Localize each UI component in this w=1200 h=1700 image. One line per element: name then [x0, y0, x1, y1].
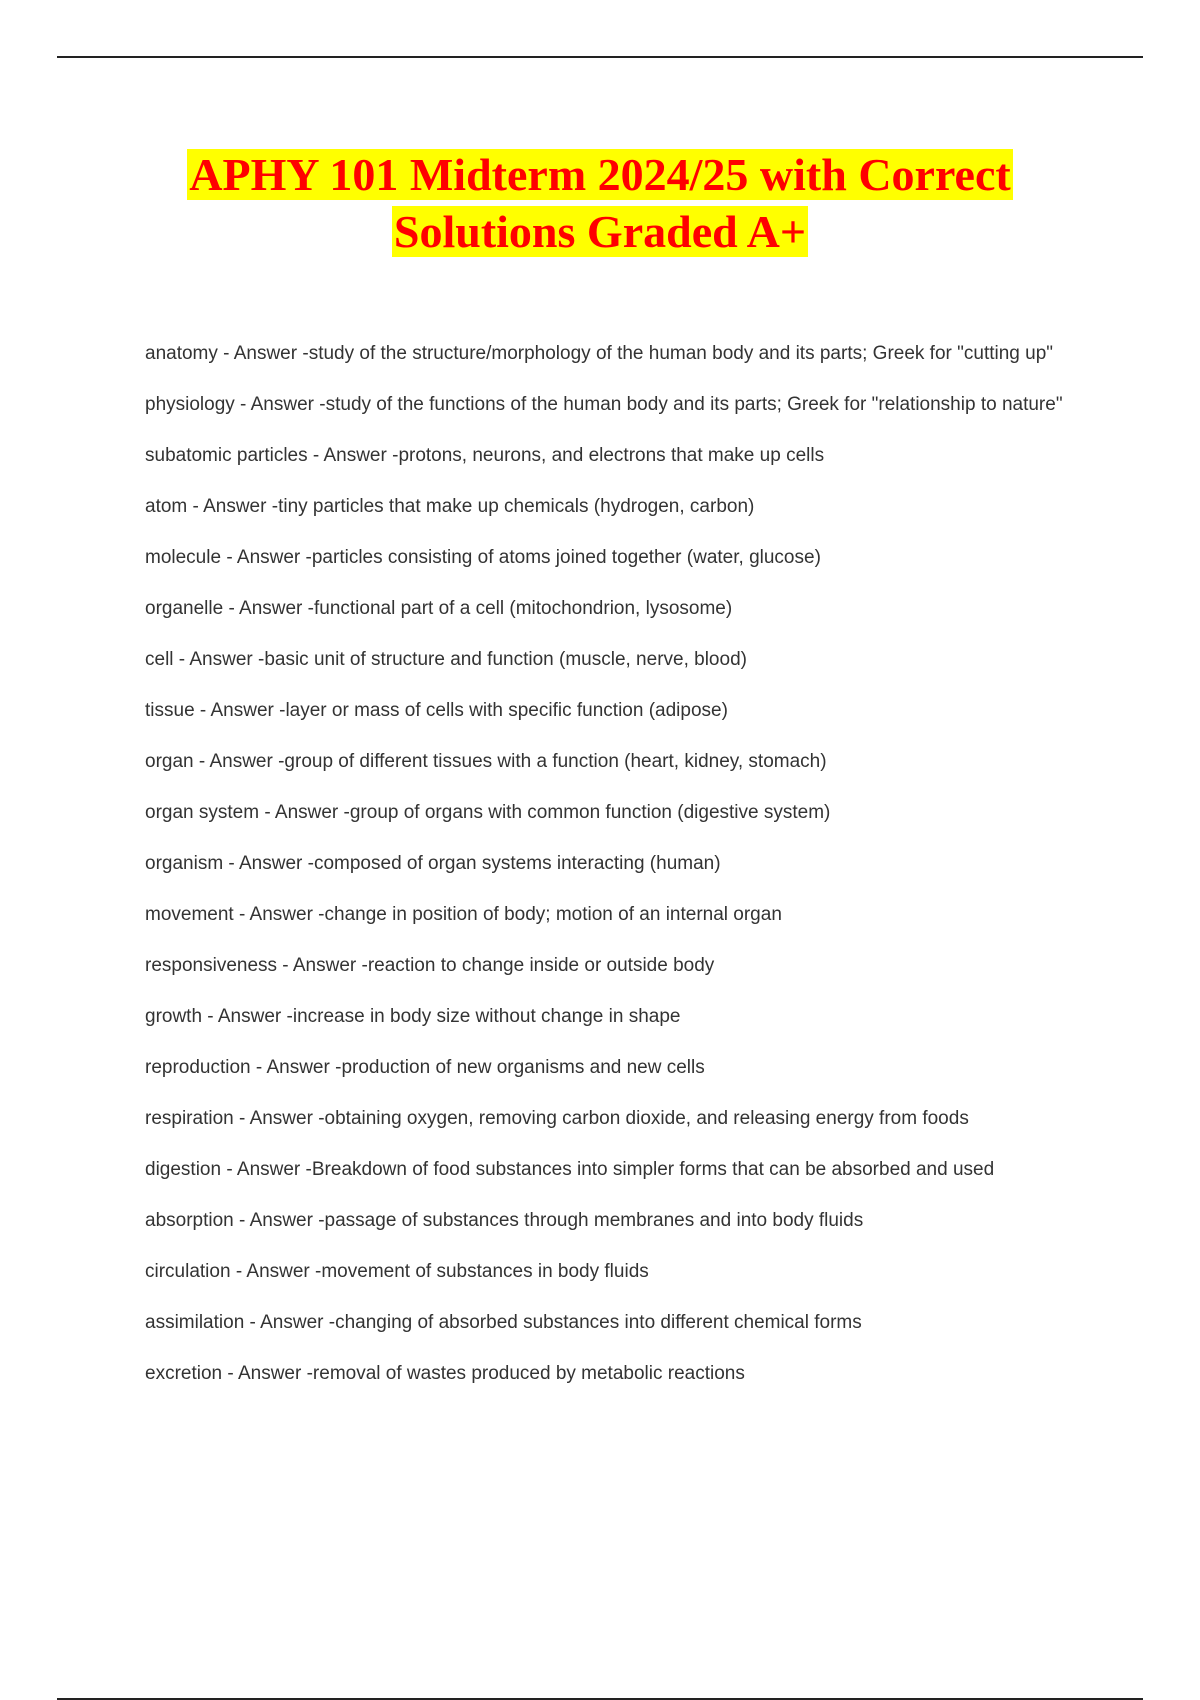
qa-answer: study of the structure/morphology of the human body and its parts; Greek for "cutting up" — [308, 343, 1054, 364]
qa-answer: passage of substances through membranes and into body fluids — [324, 1210, 864, 1231]
qa-term: digestion - — [145, 1159, 237, 1180]
qa-answer: increase in body size without change in shape — [292, 1006, 681, 1027]
answer-marker: Answer - — [250, 1210, 325, 1231]
qa-answer: particles consisting of atoms joined together (water, glucose) — [311, 547, 821, 568]
qa-answer: reaction to change inside or outside body — [367, 955, 715, 976]
answer-marker: Answer - — [260, 1312, 335, 1333]
qa-item — [145, 1205, 1075, 1237]
qa-item — [145, 542, 1075, 574]
title-line-1: APHY 101 Midterm 2024/25 with Correct — [189, 149, 1011, 200]
qa-answer: movement of substances in body fluids — [321, 1261, 649, 1282]
qa-item — [145, 1256, 1075, 1288]
qa-term: reproduction - — [145, 1057, 266, 1078]
qa-item — [145, 1103, 1075, 1135]
answer-marker: Answer - — [189, 649, 264, 670]
qa-answer: obtaining oxygen, removing carbon dioxide, and releasing energy from foods — [324, 1108, 969, 1129]
qa-item — [145, 695, 1075, 727]
answer-marker: Answer - — [250, 904, 325, 925]
qa-term: tissue - — [145, 700, 210, 721]
answer-marker: Answer - — [250, 1108, 325, 1129]
qa-answer: basic unit of structure and function (muscle, nerve, blood) — [264, 649, 747, 670]
qa-item — [145, 797, 1075, 829]
qa-list — [145, 338, 1075, 1409]
answer-marker: Answer - — [234, 343, 309, 364]
qa-answer: Breakdown of food substances into simpler forms that can be absorbed and used — [311, 1159, 995, 1180]
qa-answer: change in position of body; motion of an internal organ — [324, 904, 782, 925]
qa-item — [145, 746, 1075, 778]
qa-item — [145, 1052, 1075, 1084]
answer-marker: Answer - — [237, 1159, 312, 1180]
answer-marker: Answer - — [237, 547, 312, 568]
qa-answer: functional part of a cell (mitochondrion, lysosome) — [313, 598, 733, 619]
qa-answer: composed of organ systems interacting (human) — [313, 853, 721, 874]
qa-term: assimilation - — [145, 1312, 260, 1333]
qa-answer: removal of wastes produced by metabolic reactions — [312, 1363, 745, 1384]
qa-answer: tiny particles that make up chemicals (hydrogen, carbon) — [278, 496, 755, 517]
answer-marker: Answer - — [210, 700, 285, 721]
qa-item — [145, 1001, 1075, 1033]
qa-item — [145, 1307, 1075, 1339]
qa-answer: group of organs with common function (digestive system) — [349, 802, 831, 823]
answer-marker: Answer - — [209, 751, 284, 772]
qa-term: growth - — [145, 1006, 218, 1027]
qa-item — [145, 389, 1075, 421]
qa-term: physiology - — [145, 394, 251, 415]
qa-item — [145, 644, 1075, 676]
qa-term: molecule - — [145, 547, 237, 568]
top-divider — [57, 56, 1143, 58]
qa-term: organ system - — [145, 802, 275, 823]
qa-answer: protons, neurons, and electrons that make up cells — [398, 445, 825, 466]
qa-term: responsiveness - — [145, 955, 293, 976]
answer-marker: Answer - — [218, 1006, 293, 1027]
qa-term: circulation - — [145, 1261, 246, 1282]
answer-marker: Answer - — [239, 853, 314, 874]
qa-term: subatomic particles - — [145, 445, 323, 466]
qa-item — [145, 491, 1075, 523]
answer-marker: Answer - — [323, 445, 398, 466]
qa-term: organ - — [145, 751, 209, 772]
qa-answer: study of the functions of the human body and its parts; Greek for "relationship to nature" — [325, 394, 1063, 415]
qa-item — [145, 950, 1075, 982]
title-line-2: Solutions Graded A+ — [393, 206, 807, 257]
qa-term: atom - — [145, 496, 203, 517]
answer-marker: Answer - — [246, 1261, 321, 1282]
qa-term: anatomy - — [145, 343, 234, 364]
answer-marker: Answer - — [203, 496, 278, 517]
qa-item — [145, 593, 1075, 625]
qa-term: absorption - — [145, 1210, 250, 1231]
qa-answer: group of different tissues with a function (heart, kidney, stomach) — [284, 751, 827, 772]
answer-marker: Answer - — [239, 598, 314, 619]
qa-term: organelle - — [145, 598, 239, 619]
qa-term: organism - — [145, 853, 239, 874]
qa-answer: changing of absorbed substances into different chemical forms — [335, 1312, 862, 1333]
qa-answer: production of new organisms and new cells — [341, 1057, 705, 1078]
qa-item — [145, 440, 1075, 472]
answer-marker: Answer - — [293, 955, 368, 976]
qa-term: movement - — [145, 904, 250, 925]
answer-marker: Answer - — [275, 802, 350, 823]
qa-item — [145, 848, 1075, 880]
answer-marker: Answer - — [238, 1363, 313, 1384]
qa-item — [145, 1154, 1075, 1186]
answer-marker: Answer - — [251, 394, 326, 415]
answer-marker: Answer - — [266, 1057, 341, 1078]
qa-item — [145, 338, 1075, 370]
document-title — [0, 146, 1200, 260]
qa-term: respiration - — [145, 1108, 250, 1129]
qa-item — [145, 1358, 1075, 1390]
qa-term: cell - — [145, 649, 189, 670]
qa-term: excretion - — [145, 1363, 238, 1384]
qa-answer: layer or mass of cells with specific function (adipose) — [285, 700, 728, 721]
qa-item — [145, 899, 1075, 931]
